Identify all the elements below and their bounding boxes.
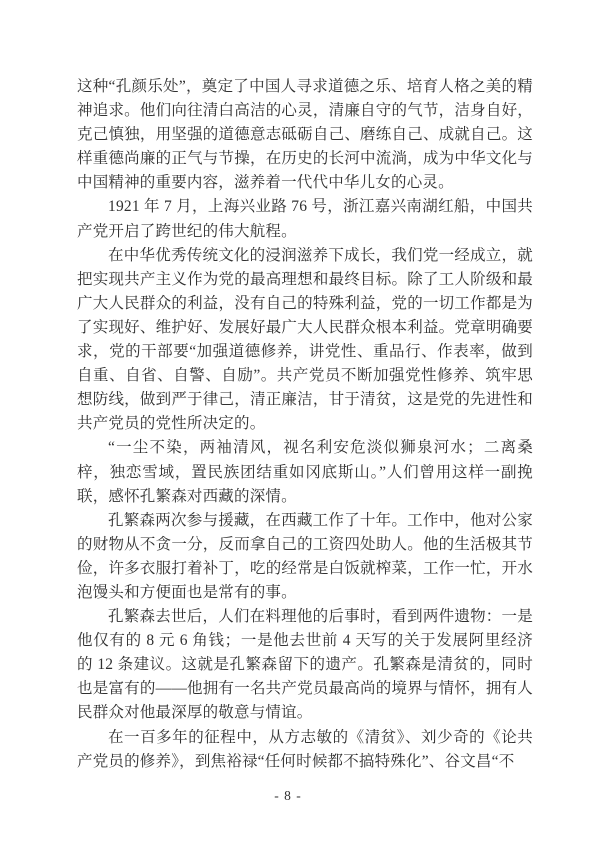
paragraph: 孔繁森去世后，人们在料理他的后事时，看到两件遗物：一是他仅有的 8 元 6 角钱；一是他去世前 4 天写的关于发展阿里经济的 12 条建议。这就是孔繁森留下的遗产。孔繁森是清贫的，同时也是富有的——他拥有一名共产党员最高尚的境界与情怀，拥有人民群众对他最深厚的敬意与情谊。	[77, 608, 533, 722]
paragraph: 在一百多年的征程中，从方志敏的《清贫》、刘少奇的《论共产党员的修养》，到焦裕禄“任何时候都不搞特殊化”、谷文昌“不	[77, 728, 533, 770]
paragraph: “一尘不染，两袖清风，视名利安危淡似狮泉河水；二离桑梓，独恋雪域，置民族团结重如冈底斯山。”人们曾用这样一副挽联，感怀孔繁森对西藏的深情。	[77, 439, 533, 505]
paragraph: 1921 年 7 月，上海兴业路 76 号，浙江嘉兴南湖红船，中国共产党开启了跨世纪的伟大航程。	[77, 198, 533, 240]
page-number: - 8 -	[274, 788, 302, 803]
document-body	[77, 75, 533, 774]
paragraph: 孔繁森两次参与援藏，在西藏工作了十年。工作中，他对公家的财物从不贪一分，反而拿自己的工资四处助人。他的生活极其节俭，许多衣服打着补丁，吃的经常是白饭就榨菜，工作一忙，开水泡馒头和方便面也是常有的事。	[77, 511, 533, 601]
paragraph: 在中华优秀传统文化的浸润滋养下成长，我们党一经成立，就把实现共产主义作为党的最高理想和最终目标。除了工人阶级和最广大人民群众的利益，没有自己的特殊利益，党的一切工作都是为了实现好、维护好、发展好最广大人民群众根本利益。党章明确要求，党的干部要“加强道德修养，讲党性、重品行、作表率，做到自重、自省、自警、自励”。共产党员不断加强党性修养、筑牢思想防线，做到严于律己，清正廉洁，甘于清贫，这是党的先进性和共产党员的党性所决定的。	[77, 246, 533, 433]
paragraph: 这种“孔颜乐处”，奠定了中国人寻求道德之乐、培育人格之美的精神追求。他们向往清白高洁的心灵，清廉自守的气节，洁身自好，克己慎独，用坚强的道德意志砥砺自己、磨练自己、成就自己。这样重德尚廉的正气与节操，在历史的长河中流淌，成为中华文化与中国精神的重要内容，滋养着一代代中华儿女的心灵。	[77, 78, 533, 192]
